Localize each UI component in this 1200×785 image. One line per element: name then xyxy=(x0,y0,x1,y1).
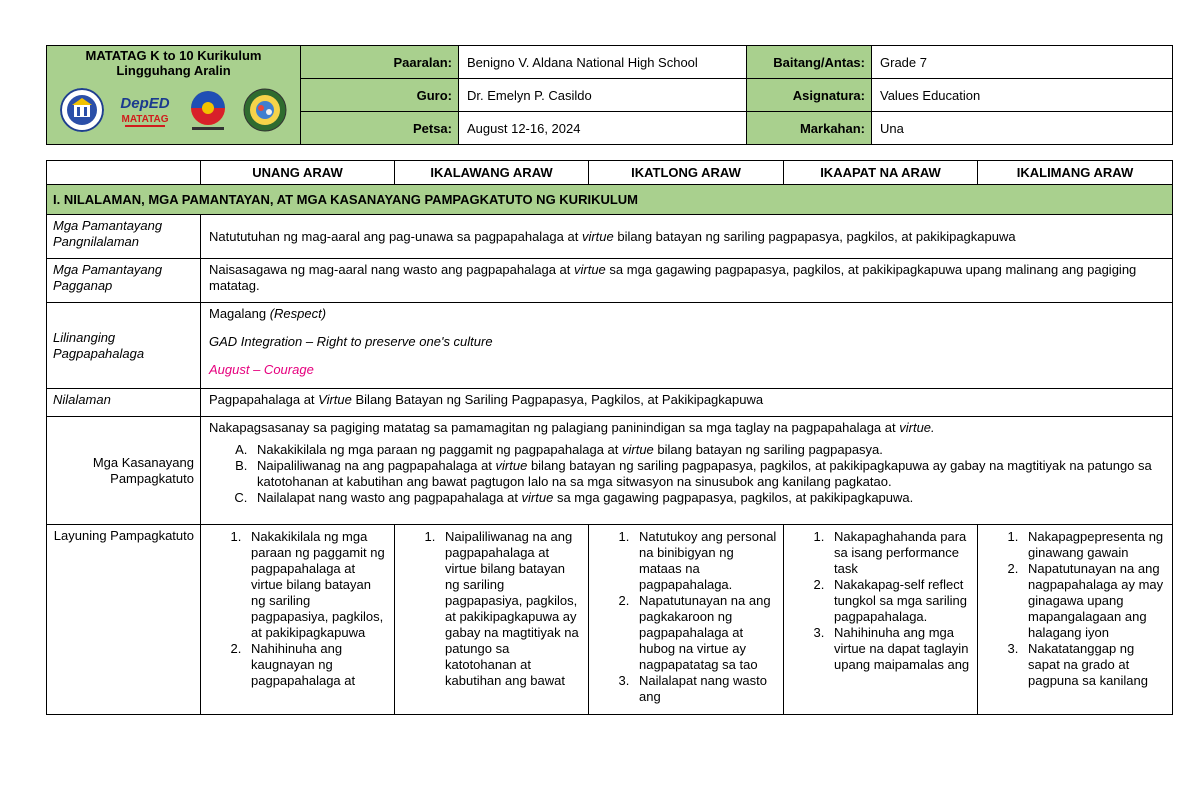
list-item: 1. Nakapaghahanda para sa isang performance task xyxy=(828,529,971,577)
table-row xyxy=(47,417,1173,525)
deped-seal-icon xyxy=(60,88,104,132)
matatag-logo-text: MATATAG xyxy=(121,114,169,125)
lesson-table xyxy=(46,160,1173,715)
day-header-2: IKALAWANG ARAW xyxy=(395,161,589,185)
layunin-day2 xyxy=(395,525,589,715)
pangnilalaman-content: Natututuhan ng mag-aaral ang pag-unawa sa pagpapahalaga at virtue bilang batayan ng sariling pagpapasya, pagkilos, at pakikipagkapuwa xyxy=(201,215,1173,259)
list-item: C. Nailalapat nang wasto ang pagpapahalaga at virtue sa mga gagawing pagpapasya, pagkilos, at pakikipagkapuwa. xyxy=(251,490,1164,506)
kasanayan-list xyxy=(209,442,1164,506)
layunin-day4-list xyxy=(790,529,971,673)
petsa-label: Petsa: xyxy=(301,112,459,145)
list-item: 1. Naipaliliwanag na ang pagpapahalaga at virtue bilang batayan ng sariling pagpapasiya, pagkilos, at pakikipagkapuwa ay gabay na magtitiyak na patungo sa katotohanan at kabutihan ang bawat xyxy=(439,529,582,689)
table-row xyxy=(47,215,1173,259)
section-title: I. NILALAMAN, MGA PAMANTAYAN, AT MGA KASANAYANG PAMPAGKATUTO NG KURIKULUM xyxy=(47,185,1173,215)
table-row xyxy=(47,303,1173,389)
markahan-label: Markahan: xyxy=(747,112,872,145)
layunin-day4 xyxy=(784,525,978,715)
nilalaman-label: Nilalaman xyxy=(47,389,201,417)
blank-header-cell xyxy=(47,161,201,185)
lilinanging-label: Lilinanging Pagpapahalaga xyxy=(47,303,201,389)
list-item: 2. Napatutunayan na ang pagkakaroon ng pagpapahalaga at hubog na virtue ay nagpapatatag sa tao xyxy=(633,593,777,673)
nilalaman-content: Pagpapahalaga at Virtue Bilang Batayan ng Sariling Pagpapasya, Pagkilos, at Pakikipagkapuwa xyxy=(201,389,1173,417)
table-row xyxy=(47,525,1173,715)
markahan-value: Una xyxy=(872,112,1173,145)
table-row xyxy=(47,389,1173,417)
bagong-pilipinas-icon xyxy=(186,88,230,132)
doc-title-line2: Lingguhang Aralin xyxy=(116,63,231,78)
lilinanging-line1: Magalang (Respect) xyxy=(209,306,327,321)
deped-logo-text: DepED xyxy=(120,95,170,112)
layunin-day3 xyxy=(589,525,784,715)
deped-matatag-logo-icon xyxy=(117,88,173,132)
school-seal-icon xyxy=(243,88,287,132)
pagganap-content: Naisasagawa ng mag-aaral nang wasto ang pagpapahalaga at virtue sa mga gagawing pagpapasya, pagkilos, at pakikipagkapuwa upang malinang ang pagiging matatag. xyxy=(201,259,1173,303)
lilinanging-line3: August – Courage xyxy=(209,362,314,377)
list-item: 3. Nakatatanggap ng sapat na grado at pagpuna sa kanilang xyxy=(1022,641,1166,689)
day-header-5: IKALIMANG ARAW xyxy=(978,161,1173,185)
layunin-day5 xyxy=(978,525,1173,715)
guro-value: Dr. Emelyn P. Casildo xyxy=(459,79,747,112)
doc-title-line1: MATATAG K to 10 Kurikulum xyxy=(85,48,262,63)
list-item: 1. Natutukoy ang personal na binibigyan ng mataas na pagpapahalaga. xyxy=(633,529,777,593)
list-item: A. Nakakikilala ng mga paraan ng paggamit ng pagpapahalaga at virtue bilang batayan ng sariling pagpapasya. xyxy=(251,442,1164,458)
asignatura-value: Values Education xyxy=(872,79,1173,112)
section-row xyxy=(47,185,1173,215)
kasanayan-intro: Nakapagsasanay sa pagiging matatag sa pamamagitan ng palagiang paninindigan sa mga taglay na pagpapahalaga at virtue. xyxy=(209,420,935,435)
list-item: 1. Nakapagpepresenta ng ginawang gawain xyxy=(1022,529,1166,561)
header-title-cell xyxy=(47,46,301,145)
paaralan-label: Paaralan: xyxy=(301,46,459,79)
kasanayan-content xyxy=(201,417,1173,525)
layunin-day5-list xyxy=(984,529,1166,689)
table-row xyxy=(47,259,1173,303)
list-item: B. Naipaliliwanag na ang pagpapahalaga at virtue bilang batayan ng sariling pagpapasya, pagkilos, at pakikipagkapuwa ay gabay na magtitiyak na patungo sa katotohanan at kabutihan ang bawat pagtugon lalo na sa mga sitwasyon na sinusubok ang kanilang pagkatao. xyxy=(251,458,1164,490)
pangnilalaman-label: Mga Pamantayang Pangnilalaman xyxy=(47,215,201,259)
layunin-day1 xyxy=(201,525,395,715)
logo-row xyxy=(48,88,299,132)
lilinanging-line2: GAD Integration – Right to preserve one's culture xyxy=(209,334,493,349)
lilinanging-content xyxy=(201,303,1173,389)
layunin-day2-list xyxy=(401,529,582,689)
day-header-1: UNANG ARAW xyxy=(201,161,395,185)
day-header-3: IKATLONG ARAW xyxy=(589,161,784,185)
layunin-label: Layuning Pampagkatuto xyxy=(47,525,201,715)
pagganap-label: Mga Pamantayang Pagganap xyxy=(47,259,201,303)
guro-label: Guro: xyxy=(301,79,459,112)
paaralan-value: Benigno V. Aldana National High School xyxy=(459,46,747,79)
list-item: 3. Nahihinuha ang mga virtue na dapat taglayin upang maipamalas ang xyxy=(828,625,971,673)
day-header-4: IKAAPAT NA ARAW xyxy=(784,161,978,185)
list-item: 2. Nahihinuha ang kaugnayan ng pagpapahalaga at xyxy=(245,641,388,689)
baitang-label: Baitang/Antas: xyxy=(747,46,872,79)
list-item: 3. Nailalapat nang wasto ang xyxy=(633,673,777,705)
list-item: 2. Napatutunayan na ang nagpapahalaga ay may ginagawa upang mapangalagaan ang halagang iyon xyxy=(1022,561,1166,641)
baitang-value: Grade 7 xyxy=(872,46,1173,79)
list-item: 2. Nakakapag-self reflect tungkol sa mga sariling pagpapahalaga. xyxy=(828,577,971,625)
list-item: 1. Nakakikilala ng mga paraan ng paggamit ng pagpapahalaga at virtue bilang batayan ng sariling pagpapasiya, pagkilos, at pakikipagkapuwa xyxy=(245,529,388,641)
header-table xyxy=(46,45,1173,145)
petsa-value: August 12-16, 2024 xyxy=(459,112,747,145)
day-header-row xyxy=(47,161,1173,185)
layunin-day3-list xyxy=(595,529,777,705)
kasanayan-label: Mga Kasanayang Pampagkatuto xyxy=(47,417,201,525)
layunin-day1-list xyxy=(207,529,388,689)
asignatura-label: Asignatura: xyxy=(747,79,872,112)
